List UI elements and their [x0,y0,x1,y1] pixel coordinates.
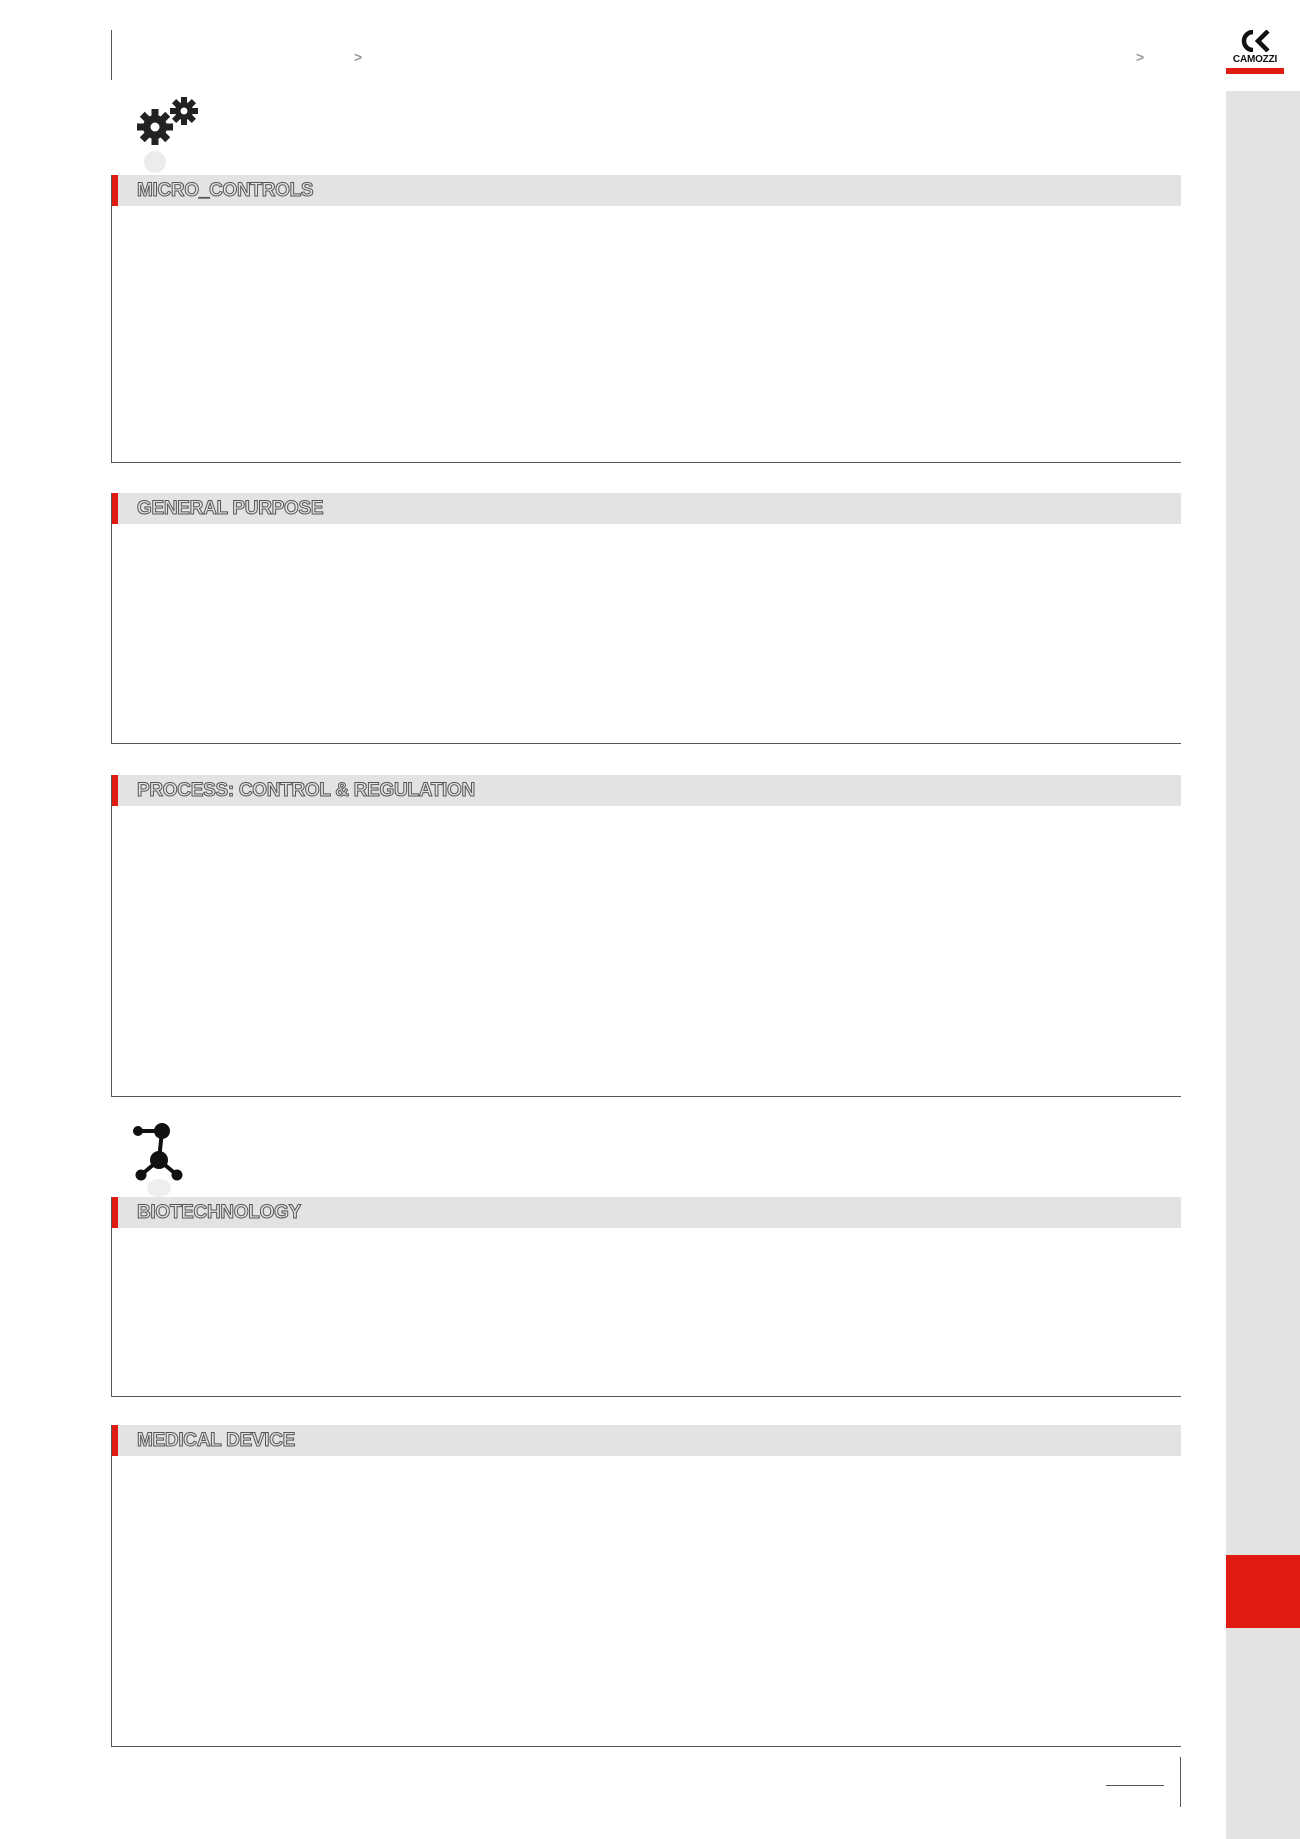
section-title: MICRO_CONTROLS [137,180,314,201]
section-accent [112,1425,118,1456]
section-general-purpose [111,493,1181,744]
section-header-bar [112,1197,1181,1228]
section-title: PROCESS: CONTROL & REGULATION [137,780,475,801]
section-title: MEDICAL DEVICE [137,1430,296,1451]
breadcrumb-chevron-left: > [354,49,363,65]
section-accent [112,1197,118,1228]
section-header-bar [112,775,1181,806]
section-accent [112,175,118,206]
footer-line [1106,1785,1164,1786]
gears-icon [133,96,203,176]
section-header-bar [112,1425,1181,1456]
breadcrumb-chevron-right: > [1136,49,1145,65]
brand-name: CAMOZZI [1232,54,1278,65]
camozzi-ck-logo-icon [1240,30,1270,52]
section-micro-controls [111,175,1181,463]
molecule-icon [130,1118,190,1198]
camozzi-logo [1226,30,1284,74]
section-process-control-regulation [111,775,1181,1097]
section-title: GENERAL PURPOSE [137,498,324,519]
section-header-bar [112,493,1181,524]
side-index-tab-active[interactable] [1226,1555,1300,1628]
section-accent [112,775,118,806]
section-accent [112,493,118,524]
brand-bar [1226,68,1284,74]
section-biotechnology [111,1197,1181,1397]
section-medical-device [111,1425,1181,1747]
section-header-bar [112,175,1181,206]
footer-rule [1180,1757,1181,1807]
section-title: BIOTECHNOLOGY [137,1202,301,1223]
header-rule [111,30,112,80]
